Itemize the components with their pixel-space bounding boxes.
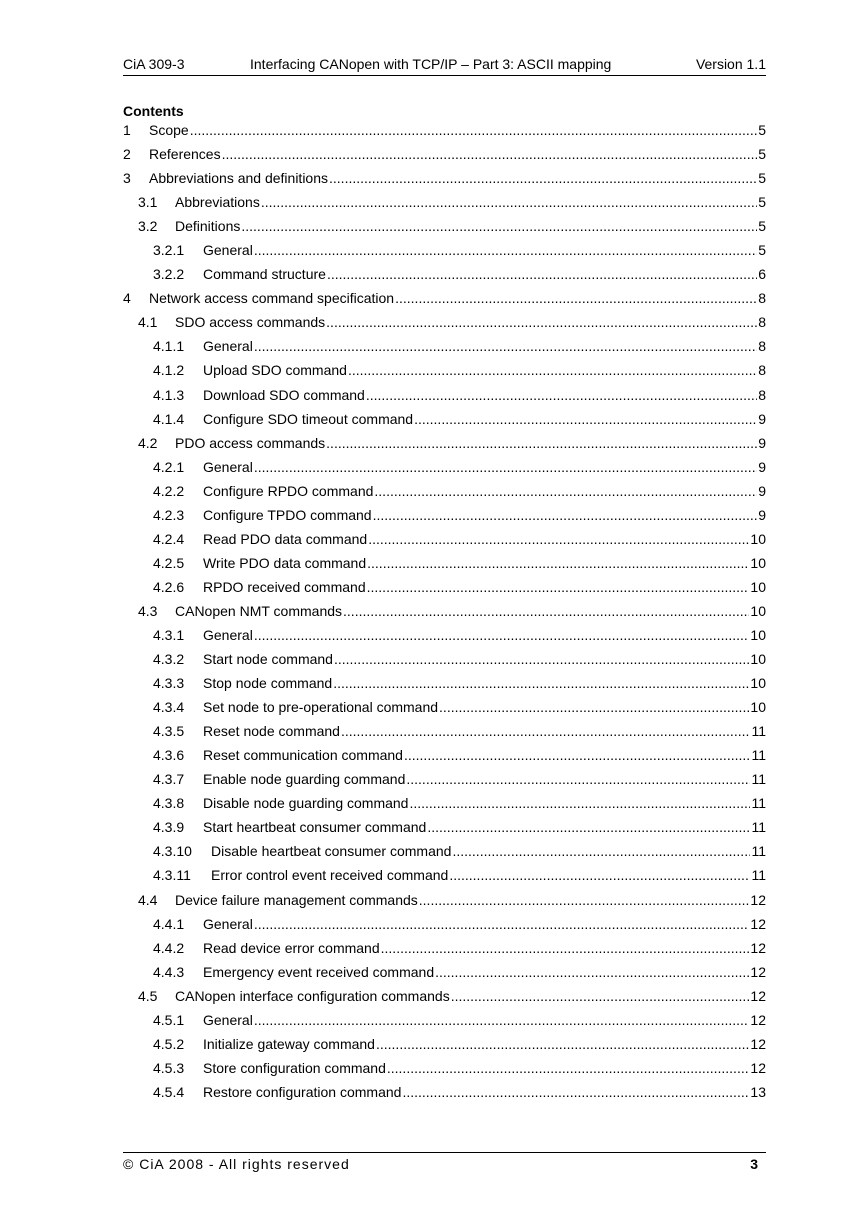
toc-entry-number: 4.2 (138, 434, 158, 451)
header-doc-id: CiA 309-3 (123, 56, 185, 72)
toc-entry-label: Abbreviations (175, 194, 260, 211)
toc-entry-label: General (203, 242, 253, 259)
toc-entry-label: Upload SDO command (203, 362, 347, 379)
toc-entry-number: 4.1.3 (153, 386, 185, 403)
toc-entry-label: Set node to pre-operational command (203, 699, 439, 716)
toc-entry-label: Stop node command (203, 675, 333, 692)
toc-dot-leader (329, 168, 757, 188)
toc-entry-page: 8 (758, 362, 766, 379)
toc-entry-page: 13 (750, 1083, 766, 1100)
toc-entry-page: 6 (758, 266, 766, 283)
toc-entry-page: 5 (758, 194, 766, 211)
toc-dot-leader (419, 890, 750, 910)
toc-entry-label: Restore configuration command (203, 1083, 402, 1100)
toc-entry-label: Read device error command (203, 939, 380, 956)
toc-entry[interactable] (123, 865, 766, 889)
footer-page-number: 3 (750, 1156, 758, 1172)
toc-entry-label: General (203, 915, 253, 932)
toc-entry-label: Abbreviations and definitions (149, 170, 329, 187)
toc-entry[interactable] (123, 312, 766, 336)
toc-entry[interactable] (123, 1010, 766, 1034)
toc-entry-page: 11 (751, 747, 766, 764)
toc-entry[interactable] (123, 841, 766, 865)
toc-entry-number: 4.1.2 (153, 362, 185, 379)
toc-entry[interactable] (123, 360, 766, 384)
toc-dot-leader (326, 312, 757, 332)
toc-dot-leader (449, 865, 750, 885)
toc-entry[interactable] (123, 457, 766, 481)
toc-dot-leader (427, 817, 750, 837)
toc-entry[interactable] (123, 697, 766, 721)
toc-entry[interactable] (123, 1058, 766, 1082)
toc-entry-label: Command structure (203, 266, 326, 283)
toc-entry-number: 4.3.3 (153, 675, 185, 692)
toc-entry-number: 3.2.1 (153, 242, 185, 259)
toc-entry-page: 12 (750, 963, 766, 980)
toc-entry-label: Configure TPDO command (203, 506, 372, 523)
toc-entry[interactable] (123, 192, 766, 216)
toc-dot-leader (387, 1058, 750, 1078)
toc-entry-page: 8 (758, 338, 766, 355)
toc-entry-page: 11 (751, 771, 766, 788)
toc-dot-leader (254, 240, 757, 260)
toc-entry-page: 5 (758, 122, 766, 138)
toc-entry[interactable] (123, 433, 766, 457)
toc-entry[interactable] (123, 625, 766, 649)
toc-entry[interactable] (123, 673, 766, 697)
toc-entry-label: General (203, 626, 253, 643)
toc-entry-number: 4.2.2 (153, 482, 185, 499)
toc-entry-page: 12 (750, 987, 766, 1004)
toc-entry[interactable] (123, 409, 766, 433)
toc-entry-page: 11 (751, 795, 766, 812)
toc-dot-leader (368, 529, 749, 549)
toc-entry-label: Configure RPDO command (203, 482, 374, 499)
toc-entry-label: SDO access commands (175, 314, 326, 331)
toc-entry[interactable] (123, 288, 766, 312)
toc-entry-page: 12 (750, 1059, 766, 1076)
toc-entry-number: 4.4 (138, 891, 158, 908)
toc-entry[interactable] (123, 120, 766, 144)
header-doc-title: Interfacing CANopen with TCP/IP – Part 3: ASCII mapping (250, 56, 612, 72)
toc-entry-label: Start node command (203, 651, 333, 668)
toc-entry-label: CANopen NMT commands (175, 602, 343, 619)
toc-entry-label: Error control event received command (211, 867, 449, 884)
toc-entry[interactable] (123, 601, 766, 625)
toc-entry-page: 12 (750, 1035, 766, 1052)
toc-entry-page: 10 (750, 530, 766, 547)
toc-entry-page: 5 (758, 242, 766, 259)
toc-entry-label: CANopen interface configuration commands (175, 987, 450, 1004)
toc-entry-label: Disable heartbeat consumer command (211, 843, 452, 860)
toc-dot-leader (254, 914, 750, 934)
toc-dot-leader (343, 601, 749, 621)
toc-entry-label: Configure SDO timeout command (203, 410, 414, 427)
toc-entry[interactable] (123, 938, 766, 962)
toc-entry-number: 4.4.1 (153, 915, 185, 932)
toc-entry[interactable] (123, 529, 766, 553)
toc-entry-page: 8 (758, 386, 766, 403)
toc-entry-label: Write PDO data command (203, 554, 367, 571)
toc-entry-label: Scope (149, 122, 189, 138)
toc-dot-leader (241, 216, 757, 236)
toc-dot-leader (254, 457, 757, 477)
toc-dot-leader (406, 769, 750, 789)
toc-dot-leader (254, 625, 750, 645)
toc-entry-number: 1 (123, 122, 131, 138)
toc-entry-label: Emergency event received command (203, 963, 435, 980)
toc-entry[interactable] (123, 986, 766, 1010)
toc-entry-number: 4.3.1 (153, 626, 185, 643)
toc-entry-page: 11 (751, 843, 766, 860)
toc-entry-number: 3.1 (138, 194, 158, 211)
toc-entry[interactable] (123, 890, 766, 914)
toc-entry-number: 4.3.2 (153, 651, 185, 668)
toc-entry-page: 12 (750, 915, 766, 932)
toc-dot-leader (373, 505, 758, 525)
toc-entry-label: Network access command specification (149, 290, 395, 307)
toc-entry-label: Reset node command (203, 723, 340, 740)
toc-dot-leader (261, 192, 757, 212)
footer-copyright: © CiA 2008 - All rights reserved (123, 1156, 350, 1172)
toc-entry-number: 4.4.3 (153, 963, 185, 980)
toc-entry-page: 12 (750, 939, 766, 956)
toc-entry-page: 5 (758, 218, 766, 235)
toc-entry-label: Reset communication command (203, 747, 403, 764)
toc-entry[interactable] (123, 385, 766, 409)
page-header (123, 55, 766, 76)
toc-dot-leader (439, 697, 749, 717)
toc-entry[interactable] (123, 336, 766, 360)
toc-entry-page: 10 (750, 554, 766, 571)
toc-entry[interactable] (123, 793, 766, 817)
toc-entry-number: 4.1.1 (153, 338, 185, 355)
toc-entry-number: 4.2.5 (153, 554, 185, 571)
contents-title: Contents (123, 103, 184, 119)
toc-entry[interactable] (123, 553, 766, 577)
table-of-contents (123, 120, 766, 1106)
toc-entry[interactable] (123, 216, 766, 240)
toc-dot-leader (404, 745, 750, 765)
toc-entry-label: Disable node guarding command (203, 795, 409, 812)
toc-entry-page: 5 (758, 170, 766, 187)
toc-entry-page: 10 (750, 626, 766, 643)
toc-entry[interactable] (123, 1034, 766, 1058)
toc-dot-leader (326, 433, 757, 453)
toc-entry-number: 4 (123, 290, 131, 307)
toc-entry-page: 10 (750, 578, 766, 595)
toc-dot-leader (254, 1010, 750, 1030)
toc-entry-page: 11 (751, 867, 766, 884)
toc-entry[interactable] (123, 240, 766, 264)
toc-entry-number: 4.3.7 (153, 771, 185, 788)
toc-entry-label: RPDO received command (203, 578, 366, 595)
toc-entry[interactable] (123, 721, 766, 745)
toc-entry-number: 4.5 (138, 987, 158, 1004)
toc-entry-page: 8 (758, 290, 766, 307)
toc-dot-leader (222, 144, 758, 164)
toc-entry-label: References (149, 146, 221, 163)
toc-entry-label: Read PDO data command (203, 530, 368, 547)
toc-entry-page: 9 (758, 482, 766, 499)
toc-entry-number: 4.2.3 (153, 506, 185, 523)
toc-entry[interactable] (123, 168, 766, 192)
toc-entry-number: 3.2.2 (153, 266, 185, 283)
toc-entry-page: 12 (750, 1011, 766, 1028)
toc-entry-label: General (203, 1011, 253, 1028)
toc-entry-number: 4.5.3 (153, 1059, 185, 1076)
toc-entry-number: 4.3.11 (153, 867, 191, 884)
toc-entry-label: Device failure management commands (175, 891, 418, 908)
toc-entry[interactable] (123, 817, 766, 841)
toc-entry-page: 5 (758, 146, 766, 163)
toc-entry-number: 3 (123, 170, 131, 187)
toc-entry-label: Initialize gateway command (203, 1035, 375, 1052)
toc-dot-leader (414, 409, 757, 429)
toc-entry-page: 9 (758, 410, 766, 427)
toc-entry-page: 10 (750, 699, 766, 716)
toc-entry-number: 4.2.4 (153, 530, 185, 547)
toc-entry-label: Definitions (175, 218, 241, 235)
toc-entry-label: General (203, 338, 253, 355)
toc-dot-leader (367, 577, 750, 597)
toc-entry-label: Download SDO command (203, 386, 365, 403)
toc-entry[interactable] (123, 962, 766, 986)
toc-entry-page: 10 (750, 602, 766, 619)
toc-entry-number: 4.5.2 (153, 1035, 185, 1052)
toc-entry[interactable] (123, 481, 766, 505)
toc-entry-page: 11 (751, 819, 766, 836)
toc-entry-number: 4.3.8 (153, 795, 185, 812)
toc-entry[interactable] (123, 769, 766, 793)
toc-entry-page: 12 (750, 891, 766, 908)
toc-entry-number: 4.3.5 (153, 723, 185, 740)
toc-entry-label: Store configuration command (203, 1059, 386, 1076)
toc-dot-leader (334, 649, 749, 669)
toc-dot-leader (452, 841, 750, 861)
toc-entry-number: 4.5.1 (153, 1011, 185, 1028)
toc-entry-label: Enable node guarding command (203, 771, 406, 788)
toc-entry[interactable] (123, 505, 766, 529)
toc-dot-leader (374, 481, 757, 501)
toc-dot-leader (395, 288, 757, 308)
toc-entry-page: 9 (758, 458, 766, 475)
toc-entry-number: 4.4.2 (153, 939, 185, 956)
toc-entry[interactable] (123, 745, 766, 769)
toc-dot-leader (367, 553, 749, 573)
toc-entry-label: PDO access commands (175, 434, 326, 451)
toc-entry-page: 8 (758, 314, 766, 331)
toc-entry[interactable] (123, 1082, 766, 1106)
toc-entry-number: 4.3 (138, 602, 158, 619)
toc-entry-number: 4.3.10 (153, 843, 192, 860)
toc-dot-leader (409, 793, 750, 813)
toc-entry-number: 4.2.6 (153, 578, 185, 595)
toc-entry[interactable] (123, 264, 766, 288)
toc-entry-number: 4.1.4 (153, 410, 185, 427)
toc-dot-leader (333, 673, 749, 693)
toc-entry-page: 11 (751, 723, 766, 740)
toc-entry-number: 4.3.4 (153, 699, 185, 716)
toc-dot-leader (451, 986, 750, 1006)
toc-dot-leader (341, 721, 750, 741)
toc-dot-leader (402, 1082, 749, 1102)
toc-entry-number: 4.3.6 (153, 747, 185, 764)
toc-entry-number: 2 (123, 146, 131, 163)
toc-entry-label: General (203, 458, 253, 475)
toc-entry[interactable] (123, 144, 766, 168)
toc-dot-leader (376, 1034, 749, 1054)
toc-entry[interactable] (123, 914, 766, 938)
toc-entry-page: 10 (750, 675, 766, 692)
toc-dot-leader (348, 360, 757, 380)
toc-entry-page: 9 (758, 506, 766, 523)
toc-entry-page: 10 (750, 651, 766, 668)
toc-dot-leader (366, 385, 757, 405)
toc-entry[interactable] (123, 649, 766, 673)
page-footer (123, 1152, 766, 1172)
toc-entry-number: 4.5.4 (153, 1083, 185, 1100)
toc-entry-number: 4.3.9 (153, 819, 185, 836)
toc-dot-leader (327, 264, 757, 284)
toc-dot-leader (381, 938, 750, 958)
toc-entry-page: 9 (758, 434, 766, 451)
toc-entry-number: 4.1 (138, 314, 158, 331)
toc-dot-leader (190, 120, 758, 140)
toc-entry-number: 3.2 (138, 218, 158, 235)
toc-entry[interactable] (123, 577, 766, 601)
header-version: Version 1.1 (695, 56, 766, 72)
toc-entry-number: 4.2.1 (153, 458, 185, 475)
toc-entry-label: Start heartbeat consumer command (203, 819, 427, 836)
toc-dot-leader (254, 336, 757, 356)
toc-dot-leader (435, 962, 749, 982)
